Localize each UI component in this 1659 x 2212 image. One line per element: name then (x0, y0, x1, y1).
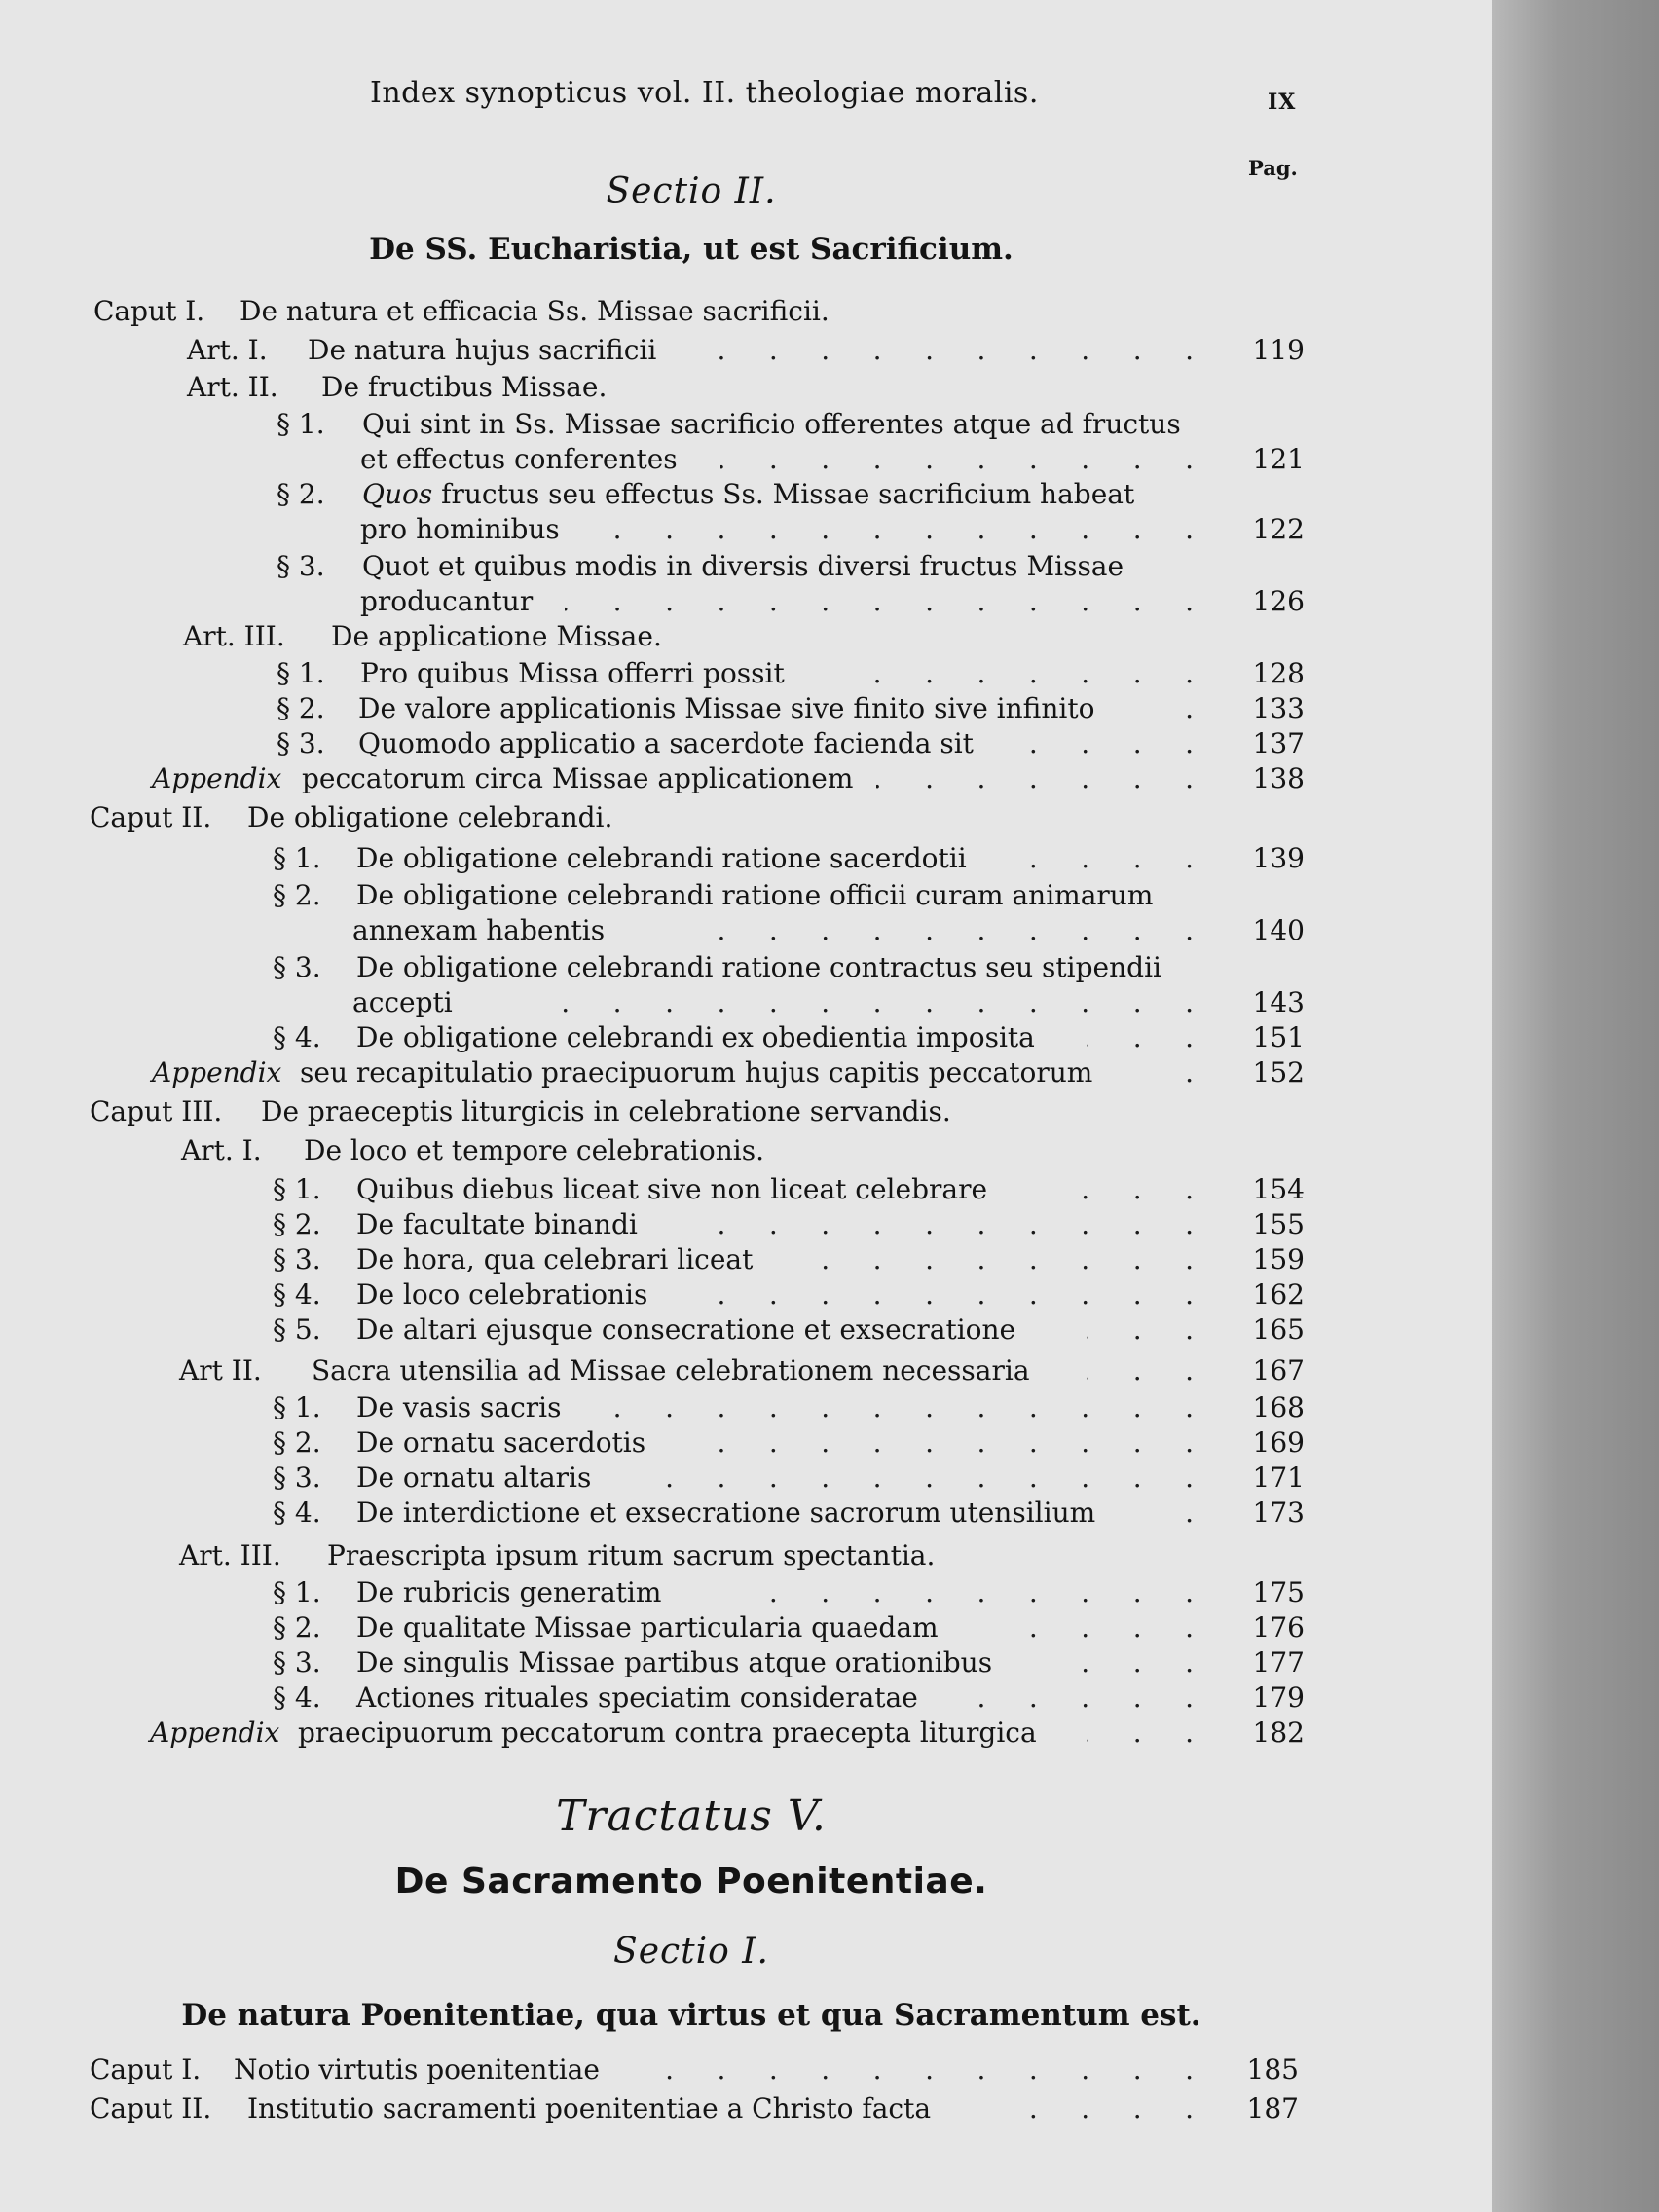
entry-text: Institutio sacramenti poenitentiae a Christo facta (247, 2092, 932, 2124)
leader-dots (983, 2091, 1194, 2126)
entry-label: Caput I. (90, 2053, 202, 2085)
entry-text: De obligatione celebrandi ratione officii curam animarum (356, 879, 1154, 911)
toc-entry (0, 619, 1305, 654)
entry-text: De loco et tempore celebrationis. (304, 1134, 765, 1166)
entry-page: 122 (1252, 513, 1305, 545)
toc-entry (0, 407, 1305, 442)
toc-entry (0, 1055, 1305, 1090)
entry-text: De obligatione celebrandi ex obedientia imposita (356, 1021, 1035, 1053)
entry-page: 128 (1252, 657, 1305, 689)
entry-text: Quot et quibus modis in diversis diversi fructus Missae (362, 550, 1124, 582)
entry-label: § 4. (273, 1496, 321, 1529)
leader-dots (740, 1575, 1194, 1610)
toc-entry (0, 512, 1305, 547)
toc-entry (0, 691, 1305, 726)
entry-page: 159 (1252, 1243, 1305, 1275)
toc-entry (0, 1020, 1305, 1055)
entry-page: 169 (1252, 1426, 1305, 1458)
leader-dots (876, 761, 1194, 796)
leader-dots (1061, 1172, 1194, 1207)
entry-page: 176 (1252, 1611, 1305, 1643)
entry-label: § 3. (273, 1646, 321, 1678)
toc-entry (0, 333, 1305, 368)
leader-dots (1018, 841, 1194, 876)
toc-entry (0, 1312, 1305, 1347)
leader-dots (1018, 1610, 1194, 1645)
tractatus-title: De Sacramento Poenitentiae. (394, 1862, 988, 1901)
entry-page: 179 (1252, 1681, 1305, 1714)
entry-label: Caput II. (90, 801, 212, 833)
toc-entry (0, 370, 1305, 405)
entry-text: Actiones rituales speciatim consideratae (356, 1681, 918, 1714)
entry-text: praecipuorum peccatorum contra praecepta liturgica (298, 1716, 1037, 1749)
entry-page: 126 (1252, 585, 1305, 617)
toc-entry (0, 477, 1305, 512)
entry-label: Art. I. (187, 334, 268, 366)
leader-dots (1145, 1055, 1194, 1090)
entry-label: § 1. (276, 408, 325, 440)
entry-page: 138 (1252, 762, 1305, 794)
entry-label: § 1. (273, 842, 321, 874)
entry-page: 162 (1252, 1278, 1305, 1310)
entry-page: 185 (1246, 2053, 1299, 2085)
leader-dots (1145, 1495, 1194, 1530)
entry-label: § 3. (273, 1461, 321, 1493)
entry-label: § 5. (273, 1313, 321, 1346)
entry-page: 187 (1246, 2092, 1299, 2124)
toc-entry (0, 841, 1305, 876)
entry-text: Quibus diebus liceat sive non liceat celebrare (356, 1173, 988, 1205)
entry-label: Caput II. (90, 2092, 212, 2124)
entry-text: Pro quibus Missa offerri possit (360, 657, 785, 689)
toc-entry (0, 1495, 1305, 1530)
leader-dots (672, 913, 1194, 948)
entry-text: pro hominibus (360, 513, 560, 545)
entry-label: § 1. (276, 657, 325, 689)
toc-entry (0, 1172, 1305, 1207)
entry-text: De natura hujus sacrificii (308, 334, 657, 366)
entry-text: seu recapitulatio praecipuorum hujus capitis peccatorum (300, 1056, 1093, 1088)
entry-label: § 4. (273, 1278, 321, 1310)
leader-dots (594, 1390, 1194, 1425)
entry-text: Qui sint in Ss. Missae sacrificio offerentes atque ad fructus (362, 408, 1181, 440)
toc-entry (0, 442, 1305, 477)
leader-dots (526, 985, 1194, 1020)
toc-entry (0, 800, 1305, 835)
entry-page: 119 (1252, 334, 1305, 366)
toc-entry (0, 2091, 1305, 2126)
toc-entry (0, 294, 1305, 329)
entry-text: De obligatione celebrandi ratione sacerdotii (356, 842, 967, 874)
leader-dots (594, 512, 1194, 547)
entry-page: 143 (1252, 986, 1305, 1018)
tractatus-heading: Tractatus V. (556, 1791, 827, 1841)
leader-dots (1067, 1645, 1194, 1680)
entry-label: § 1. (273, 1173, 321, 1205)
entry-text: De vasis sacris (356, 1391, 562, 1423)
entry-label: Caput I. (93, 295, 205, 327)
entry-text: De praeceptis liturgicis in celebratione servandis. (261, 1095, 951, 1127)
entry-label: § 2. (273, 1426, 321, 1458)
entry-label: Appendix (152, 1056, 282, 1088)
section-subtitle: De natura Poenitentiae, qua virtus et qua Sacramentum est. (181, 1998, 1201, 2033)
folio-number: IX (1268, 90, 1297, 115)
entry-label: § 2. (273, 1611, 321, 1643)
section-subtitle: De SS. Eucharistia, ut est Sacrificium. (369, 232, 1014, 267)
entry-label: § 4. (273, 1681, 321, 1714)
section-heading: Sectio I. (613, 1932, 769, 1972)
toc-entry (0, 1277, 1305, 1312)
entry-label: Art. I. (181, 1134, 262, 1166)
toc-entry (0, 1645, 1305, 1680)
entry-page: 121 (1252, 443, 1305, 475)
entry-label: § 3. (273, 1243, 321, 1275)
entry-page: 182 (1252, 1716, 1305, 1749)
entry-text: De qualitate Missae particularia quaedam (356, 1611, 939, 1643)
toc-entry (0, 1680, 1305, 1715)
entry-text: Notio virtutis poenitentiae (234, 2053, 600, 2085)
entry-text: Sacra utensilia ad Missae celebrationem necessaria (312, 1354, 1030, 1386)
entry-page: 151 (1252, 1021, 1305, 1053)
entry-text: peccatorum circa Missae applicationem (302, 762, 854, 794)
toc-entry (0, 656, 1305, 691)
page-column-label: Pag. (1248, 156, 1298, 180)
entry-text: De applicatione Missae. (331, 620, 662, 652)
entry-text: De loco celebrationis (356, 1278, 648, 1310)
toc-entry (0, 985, 1305, 1020)
leader-dots (565, 584, 1194, 619)
toc-entry (0, 950, 1305, 985)
entry-label: Appendix (152, 762, 282, 794)
entry-label: § 2. (273, 879, 321, 911)
toc-entry (0, 761, 1305, 796)
toc-entry (0, 1425, 1305, 1460)
toc-entry (0, 1538, 1305, 1573)
leader-dots (964, 1680, 1194, 1715)
toc-entry (0, 1460, 1305, 1495)
entry-text: et effectus conferentes (360, 443, 678, 475)
entry-page: 137 (1252, 727, 1305, 759)
entry-text: Praescripta ipsum ritum sacrum spectantia. (327, 1539, 936, 1571)
toc-entry (0, 726, 1305, 761)
leader-dots (1164, 691, 1194, 726)
entry-page: 139 (1252, 842, 1305, 874)
entry-text: De ornatu altaris (356, 1461, 592, 1493)
entry-page: 155 (1252, 1208, 1305, 1240)
toc-entry (0, 1715, 1305, 1751)
leader-dots (1022, 726, 1194, 761)
entry-text: De obligatione celebrandi. (247, 801, 613, 833)
leader-dots (633, 2052, 1194, 2087)
entry-text: De rubricis generatim (356, 1576, 662, 1608)
book-edge-shadow (1492, 0, 1659, 2212)
entry-label: Caput III. (90, 1095, 223, 1127)
entry-text: De altari ejusque consecratione et exsecratione (356, 1313, 1016, 1346)
entry-label: Art II. (179, 1354, 262, 1386)
entry-label: § 2. (276, 478, 325, 510)
entry-label: § 3. (273, 951, 321, 983)
entry-text: De valore applicationis Missae sive finito sive infinito (358, 692, 1095, 724)
entry-text: Quomodo applicatio a sacerdote facienda sit (358, 727, 974, 759)
toc-entry (0, 1575, 1305, 1610)
entry-page: 177 (1252, 1646, 1305, 1678)
leader-dots (662, 1460, 1194, 1495)
entry-label: § 3. (276, 727, 325, 759)
toc-entry (0, 2052, 1305, 2087)
entry-page: 167 (1252, 1354, 1305, 1386)
entry-text: De singulis Missae partibus atque orationibus (356, 1646, 993, 1678)
entry-text: Quos fructus seu effectus Ss. Missae sacrificium habeat (362, 478, 1135, 510)
entry-label: Art. II. (187, 371, 278, 403)
entry-page: 175 (1252, 1576, 1305, 1608)
entry-label: Appendix (150, 1716, 280, 1749)
entry-text: De natura et efficacia Ss. Missae sacrificii. (240, 295, 830, 327)
entry-page: 165 (1252, 1313, 1305, 1346)
entry-label: § 1. (273, 1576, 321, 1608)
leader-dots (682, 1207, 1194, 1242)
leader-dots (1087, 1312, 1194, 1347)
leader-dots (1087, 1353, 1194, 1388)
leader-dots (857, 656, 1194, 691)
entry-label: Art. III. (179, 1539, 281, 1571)
entry-label: § 2. (276, 692, 325, 724)
entry-text: De obligatione celebrandi ratione contractus seu stipendii (356, 951, 1161, 983)
toc-entry (0, 1207, 1305, 1242)
entry-text: De ornatu sacerdotis (356, 1426, 646, 1458)
entry-text: producantur (360, 585, 534, 617)
leader-dots (798, 1242, 1194, 1277)
entry-label: § 2. (273, 1208, 321, 1240)
entry-text: De fructibus Missae. (321, 371, 608, 403)
toc-entry (0, 913, 1305, 948)
entry-text: accepti (352, 986, 453, 1018)
entry-page: 133 (1252, 692, 1305, 724)
toc-entry (0, 878, 1305, 913)
entry-page: 154 (1252, 1173, 1305, 1205)
leader-dots (720, 442, 1194, 477)
section-heading: Sectio II. (606, 171, 777, 211)
entry-text: De facultate binandi (356, 1208, 638, 1240)
entry-page: 173 (1252, 1496, 1305, 1529)
toc-entry (0, 1242, 1305, 1277)
toc-entry (0, 1353, 1305, 1388)
entry-page: 171 (1252, 1461, 1305, 1493)
entry-text: annexam habentis (352, 914, 606, 946)
toc-entry (0, 1390, 1305, 1425)
entry-page: 140 (1252, 914, 1305, 946)
entry-label: Art. III. (183, 620, 285, 652)
entry-page: 168 (1252, 1391, 1305, 1423)
entry-text: De interdictione et exsecratione sacrorum utensilium (356, 1496, 1096, 1529)
entry-label: § 4. (273, 1021, 321, 1053)
running-head: Index synopticus vol. II. theologiae moralis. (370, 76, 1039, 110)
entry-label: § 1. (273, 1391, 321, 1423)
entry-label: § 3. (276, 550, 325, 582)
leader-dots (1087, 1715, 1194, 1751)
leader-dots (672, 1425, 1194, 1460)
entry-page: 152 (1252, 1056, 1305, 1088)
leader-dots (1087, 1020, 1194, 1055)
leader-dots (682, 1277, 1194, 1312)
leader-dots (697, 333, 1194, 368)
toc-entry (0, 1133, 1305, 1168)
toc-entry (0, 549, 1305, 584)
toc-entry (0, 584, 1305, 619)
toc-entry (0, 1094, 1305, 1129)
toc-entry (0, 1610, 1305, 1645)
entry-text: De hora, qua celebrari liceat (356, 1243, 754, 1275)
